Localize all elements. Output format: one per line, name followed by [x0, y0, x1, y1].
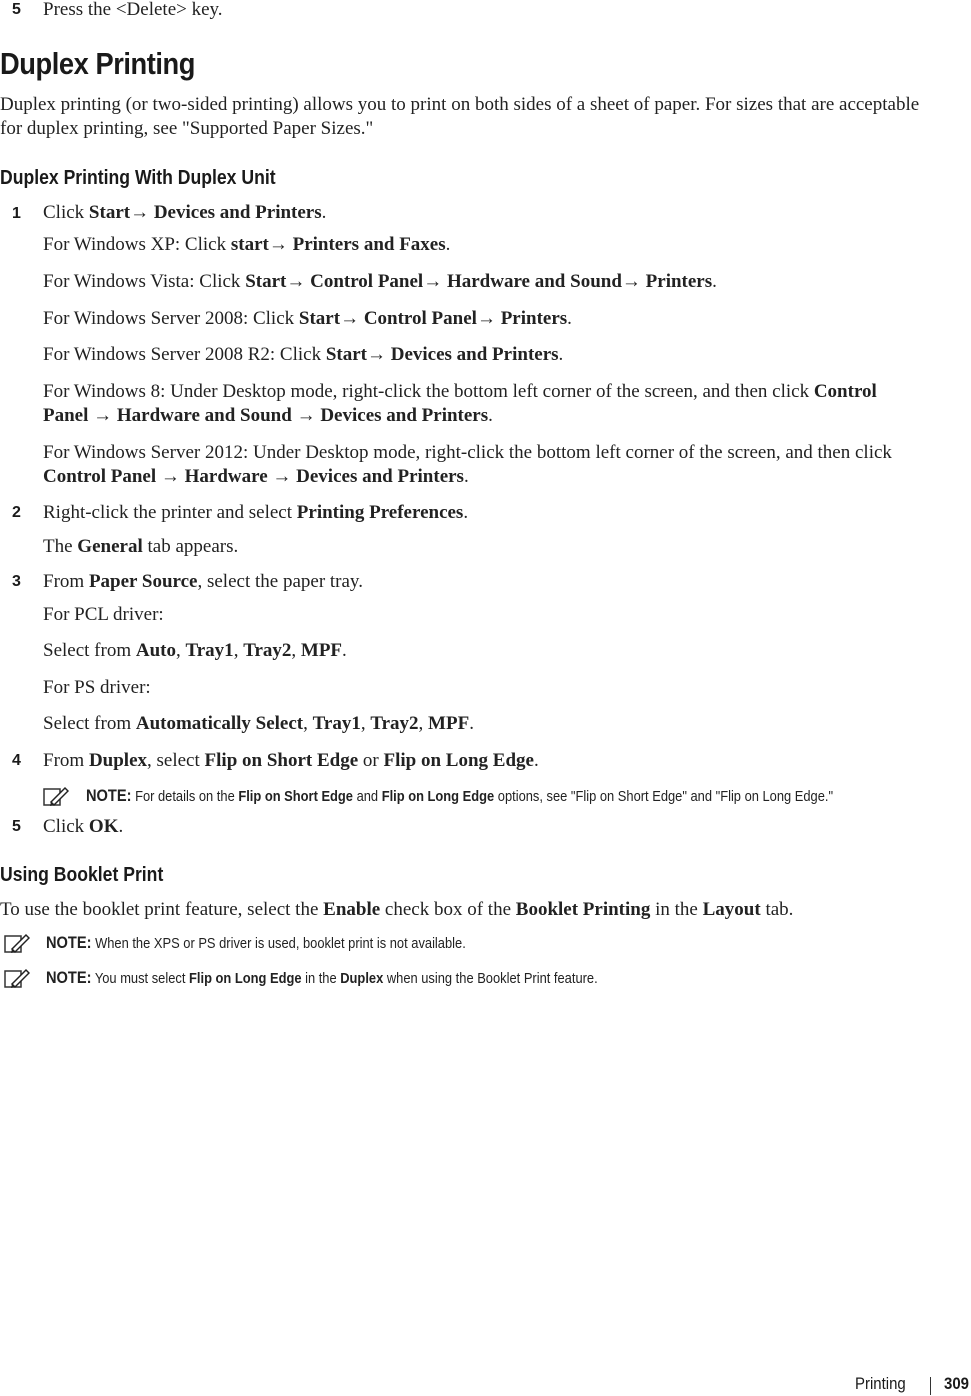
windows-server-2012-instruction-line2 — [43, 465, 469, 489]
section-heading-booklet: Using Booklet Print — [0, 864, 164, 886]
pencil-note-icon — [4, 968, 30, 990]
step-1-text — [43, 201, 326, 225]
menu-path-printers: Printers — [645, 271, 713, 292]
menu-path-devices: Devices and Printers — [153, 202, 322, 223]
text: Select from — [43, 640, 136, 661]
text: For Windows XP: Click — [43, 234, 231, 255]
windows-server-2008-r2-instruction — [43, 343, 563, 367]
step-4-text — [43, 749, 539, 773]
flip-short-edge-label: Flip on Short Edge — [238, 788, 353, 805]
text: To use the booklet print feature, select the — [0, 899, 324, 920]
pencil-note-icon — [4, 933, 30, 955]
menu-path-printers-faxes: Printers and Faxes — [292, 234, 446, 255]
pencil-note-icon — [43, 786, 69, 808]
footer-divider — [930, 1377, 931, 1395]
text: For Windows Server 2012: Under Desktop mode, right-click the bottom left corner of the screen, and then click — [43, 442, 892, 463]
text: . — [558, 344, 564, 365]
page-number: 309 — [944, 1374, 969, 1393]
ps-driver-options — [43, 712, 474, 736]
menu-path-control: Control — [813, 381, 877, 402]
flip-long-edge-label: Flip on Long Edge — [189, 970, 302, 987]
text: , — [291, 640, 301, 661]
step-number: 5 — [12, 1, 21, 18]
note-label: NOTE: — [46, 968, 92, 987]
text: For Windows Server 2008 R2: Click — [43, 344, 326, 365]
arrow: → — [476, 308, 496, 329]
menu-path-control-panel: Control Panel — [363, 308, 477, 329]
general-tab-note — [43, 535, 238, 559]
option-tray1: Tray1 — [185, 640, 234, 661]
arrow: → — [272, 466, 292, 487]
text: . — [342, 640, 347, 661]
text: , — [233, 640, 244, 661]
note-label: NOTE: — [46, 933, 92, 952]
text: . — [567, 308, 572, 329]
text: check box of the — [380, 899, 516, 920]
note-label: NOTE: — [86, 786, 132, 805]
menu-path-start: Start — [325, 344, 367, 365]
text: tab appears. — [142, 536, 239, 557]
general-tab-label: General — [77, 536, 143, 557]
arrow: → — [160, 466, 180, 487]
menu-path-hardware-sound: Hardware and Sound — [446, 271, 622, 292]
text: Select from — [43, 713, 136, 734]
text: , — [360, 713, 371, 734]
text: . — [463, 502, 469, 523]
text: Click — [43, 202, 89, 223]
note-flip-options — [86, 786, 833, 807]
arrow: → — [423, 271, 443, 292]
pcl-driver-label: For PCL driver: — [43, 604, 164, 625]
option-tray2: Tray2 — [370, 713, 419, 734]
text: in the — [301, 970, 341, 987]
duplex-label: Duplex — [88, 750, 148, 771]
section-heading-duplex-unit: Duplex Printing With Duplex Unit — [0, 167, 276, 189]
menu-path-start: Start — [298, 308, 341, 329]
text: . — [463, 466, 469, 487]
menu-path-control-panel: Control Panel — [43, 466, 157, 487]
step-number: 3 — [12, 573, 21, 590]
text: You must select — [91, 970, 190, 987]
ok-label: OK — [88, 816, 119, 837]
text: From — [43, 750, 89, 771]
pcl-driver-options — [43, 639, 347, 663]
text: in the — [650, 899, 703, 920]
menu-path-hardware: Hardware — [184, 466, 268, 487]
text: , select — [147, 750, 205, 771]
text: . — [445, 234, 451, 255]
flip-short-edge-label: Flip on Short Edge — [204, 750, 359, 771]
ps-driver-label: For PS driver: — [43, 677, 151, 698]
text: Right-click the printer and select — [43, 502, 297, 523]
text: , — [175, 640, 186, 661]
arrow: → — [130, 202, 150, 223]
menu-path-start: Start — [245, 271, 287, 292]
booklet-paragraph — [0, 898, 793, 922]
arrow: → — [268, 234, 288, 255]
text: For details on the — [131, 788, 239, 805]
text: and — [352, 788, 382, 805]
note-booklet-duplex — [46, 968, 598, 989]
enable-checkbox-label: Enable — [323, 899, 381, 920]
step-number: 1 — [12, 205, 21, 222]
menu-path-control-panel: Control Panel — [310, 271, 424, 292]
menu-path-devices: Devices and Printers — [296, 466, 464, 487]
step-text: Press the <Delete> key. — [43, 0, 223, 20]
arrow: → — [366, 344, 386, 365]
arrow: → — [621, 271, 641, 292]
menu-path-printers: Printers — [500, 308, 568, 329]
text: options, see "Flip on Short Edge" and "Flip on Long Edge." — [494, 788, 834, 805]
step-number: 4 — [12, 752, 21, 769]
arrow: → — [296, 405, 316, 426]
text: For Windows Vista: Click — [43, 271, 246, 292]
text: . — [118, 816, 124, 837]
text: For Windows Server 2008: Click — [43, 308, 299, 329]
menu-path-hardware-sound: Hardware and Sound — [116, 405, 292, 426]
text: when using the Booklet Print feature. — [383, 970, 598, 987]
menu-path-devices: Devices and Printers — [390, 344, 559, 365]
text: , select the paper tray. — [197, 571, 363, 592]
text: . — [712, 271, 717, 292]
menu-path-devices: Devices and Printers — [320, 405, 489, 426]
windows-vista-instruction — [43, 270, 717, 294]
option-auto: Auto — [135, 640, 176, 661]
text: . — [533, 750, 539, 771]
menu-path-start: Start — [88, 202, 131, 223]
text: For Windows 8: Under Desktop mode, right-click the bottom left corner of the screen, and then click — [43, 381, 814, 402]
intro-paragraph: Duplex printing (or two-sided printing) allows you to print on both sides of a sheet of paper. For sizes that are acceptable for duplex printing, see "Supported Paper Sizes." — [0, 94, 920, 139]
text: . — [321, 202, 327, 223]
note-booklet-driver — [46, 933, 466, 954]
text: , — [418, 713, 429, 734]
option-tray2: Tray2 — [243, 640, 292, 661]
arrow: → — [286, 271, 306, 292]
text: When the XPS or PS driver is used, booklet print is not available. — [91, 935, 466, 952]
option-mpf: MPF — [428, 713, 470, 734]
footer-section: Printing — [855, 1374, 906, 1393]
printing-preferences-label: Printing Preferences — [296, 502, 464, 523]
text: The — [43, 536, 78, 557]
flip-long-edge-label: Flip on Long Edge — [383, 750, 534, 771]
option-mpf: MPF — [300, 640, 343, 661]
text: or — [358, 750, 384, 771]
option-automatically-select: Automatically Select — [135, 713, 304, 734]
flip-long-edge-label: Flip on Long Edge — [381, 788, 495, 805]
windows-8-instruction-line2 — [43, 404, 493, 428]
arrow: → — [340, 308, 360, 329]
text: From — [43, 571, 89, 592]
windows-xp-instruction — [43, 233, 450, 257]
step-2-text — [43, 501, 468, 525]
text: . — [469, 713, 474, 734]
step-number: 2 — [12, 504, 21, 521]
option-tray1: Tray1 — [312, 713, 361, 734]
booklet-printing-label: Booklet Printing — [515, 899, 651, 920]
step-3-text — [43, 570, 363, 594]
layout-tab-label: Layout — [702, 899, 761, 920]
page-title: Duplex Printing — [0, 46, 195, 81]
text: Click — [43, 816, 89, 837]
text: . — [488, 405, 493, 426]
text: , — [303, 713, 313, 734]
step-5-text — [43, 815, 123, 839]
arrow: → — [93, 405, 113, 426]
duplex-label: Duplex — [340, 970, 384, 987]
menu-path-start: start — [230, 234, 269, 255]
windows-8-instruction-line1 — [43, 380, 877, 404]
menu-path-panel: Panel — [43, 405, 89, 426]
paper-source-label: Paper Source — [88, 571, 198, 592]
text: tab. — [760, 899, 794, 920]
windows-server-2008-instruction — [43, 307, 572, 331]
step-number: 5 — [12, 818, 21, 835]
windows-server-2012-instruction-line1 — [43, 441, 892, 465]
